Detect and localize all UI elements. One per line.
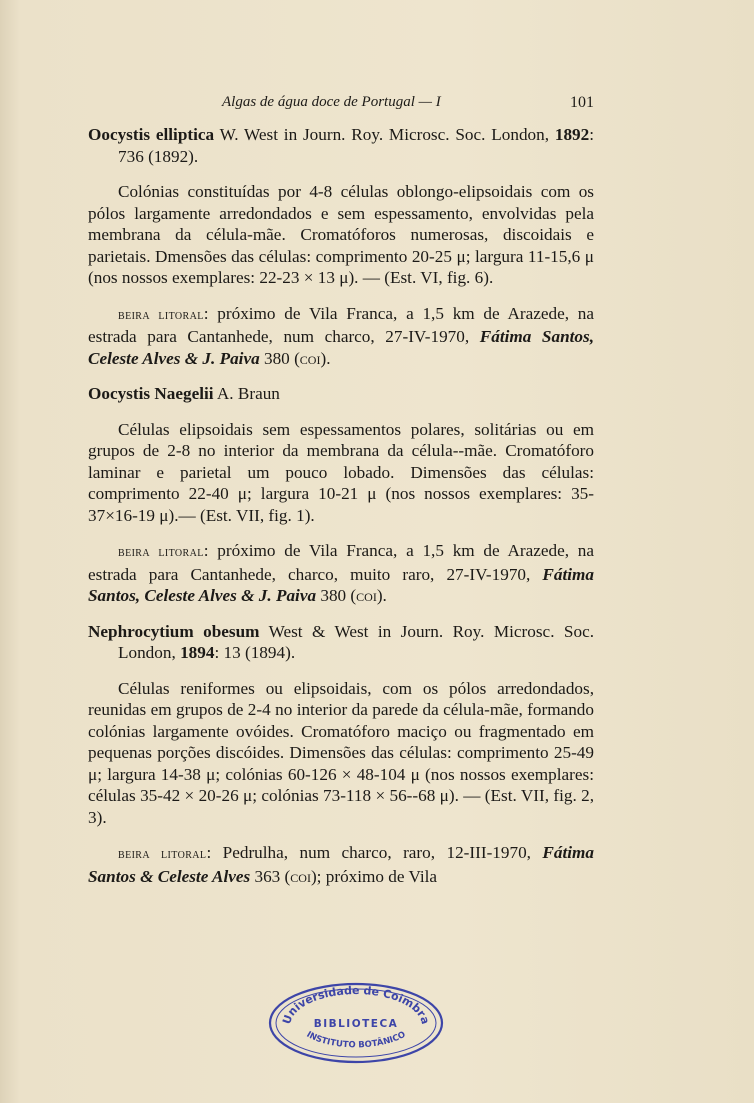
taxon-name: Oocystis elliptica xyxy=(88,125,215,144)
citation-rest: : 736 (1892). xyxy=(118,125,594,166)
locality-end: ). xyxy=(320,348,331,368)
stamp-bottom-text: INSTITUTO BOTÂNICO xyxy=(304,1029,408,1051)
species-locality xyxy=(88,540,594,607)
collection-number: 380 ( xyxy=(316,586,357,605)
locality-end: ); próximo de Vila xyxy=(310,866,438,886)
species-description: Colónias constituídas por 4-8 células oblongo-elipsoidais com os pólos largamente arredondados e sem espessamento, envolvidas pela membrana da célula-mãe. Cromatóforos numerosas, discoidais e parietais. Dmensões das células: comprimento 20-25 μ; largura 11-15,6 μ (nos nossos exemplares: 22-23 × 13 μ). — (Est. VI, fig. 6). xyxy=(88,182,594,287)
taxon-name: Oocystis Naegelii xyxy=(88,384,214,403)
locality-text: : próximo de Vila Franca, a 1,5 km de Arazede, na estrada para Cantanhede, charco, muito raro, 27-IV-1970, xyxy=(88,541,594,584)
species-heading xyxy=(88,383,594,405)
stamp-top-text: Universidade de Coimbra xyxy=(280,983,432,1026)
page-header xyxy=(118,94,594,118)
citation: A. Braun xyxy=(213,384,280,403)
species-description: Células reniformes ou elipsoidais, com os pólos arredondados, reunidas em grupos de 2-4 no interior da parede da célula-mãe, formando colónias largamente ovóides. Cromatóforo maciço ou fragmentado em pequenas porções discóides. Dimensões das células: comprimento 25-49 μ; largura 14-38 μ; colónias 60-126 × 48-104 μ (nos nossos exemplares: células 35-42 × 20-26 μ; colónias 73-118 × 56--68 μ). — (Est. VII, fig. 2, 3). xyxy=(88,678,594,827)
species-heading xyxy=(88,621,594,664)
locality-text: : próximo de Vila Franca, a 1,5 km de Arazede, na estrada para Cantanhede, num charco, 27-IV-1970, xyxy=(88,303,594,346)
collectors: Fátima Santos & Celeste Alves xyxy=(88,843,594,886)
citation-rest: : 13 (1894). xyxy=(214,643,296,662)
stamp-middle-text: BIBLIOTECA xyxy=(313,1018,399,1030)
species-locality xyxy=(88,303,594,370)
collection-number: 380 ( xyxy=(259,348,300,368)
species-description: Células elipsoidais sem espessamentos polares, solitárias ou em grupos de 2-8 no interior da membrana da célula--mãe. Cromatóforo laminar e parietal um pouco lobado. Dimensões das células: comprimento 22-40 μ; largura 10-21 μ (nos nossos exemplares: 35-37×16-19 μ).— (Est. VII, fig. 1). xyxy=(88,419,594,525)
region-label: beira litoral xyxy=(118,545,204,560)
page-content xyxy=(88,124,594,901)
running-title: Algas de água doce de Portugal — I xyxy=(222,94,441,110)
herbarium-code: coi xyxy=(356,586,377,605)
region-label: beira litoral xyxy=(118,307,204,323)
collectors: Fátima Santos, Celeste Alves & J. Paiva xyxy=(88,327,594,368)
herbarium-code: coi xyxy=(299,348,321,368)
taxon-name: Nephrocytium obesum xyxy=(88,621,260,641)
collectors: Fátima Santos, Celeste Alves & J. Paiva xyxy=(88,564,594,605)
citation: West & West in Journ. Roy. Microsc. Soc. London, xyxy=(118,621,595,662)
species-locality xyxy=(88,842,594,887)
species-heading xyxy=(88,124,594,167)
citation-year: 1894 xyxy=(180,643,215,662)
region-label: beira litoral xyxy=(118,847,207,862)
locality-end: ). xyxy=(376,586,387,605)
herbarium-code: coi xyxy=(290,866,311,886)
collection-number: 363 ( xyxy=(250,866,291,886)
page-number: 101 xyxy=(570,94,594,111)
library-stamp xyxy=(268,982,444,1064)
citation-year: 1892 xyxy=(554,125,590,144)
locality-text: : Pedrulha, num charco, raro, 12-III-1970, xyxy=(206,843,543,862)
citation: W. West in Journ. Roy. Microsc. Soc. London, xyxy=(214,125,555,144)
